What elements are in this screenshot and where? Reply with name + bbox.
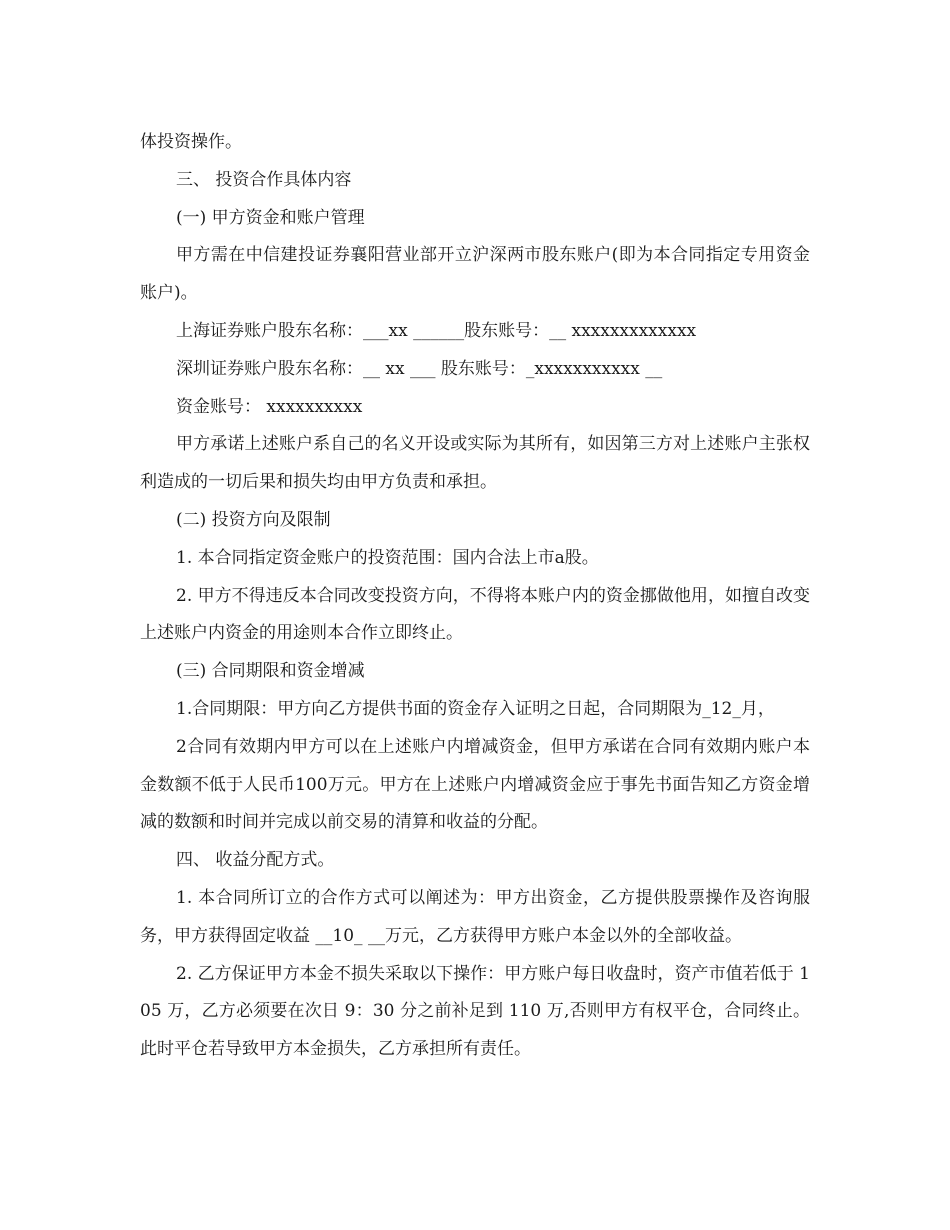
clause-principal-guarantee: 2. 乙方保证甲方本金不损失采取以下操作：甲方账户每日收盘时，资产市值若低于 105 万，乙方必须要在次日 9：30 分之前补足到 110 万,否则甲方有权平仓，合同终止。此时平仓若导致甲方本金损失，乙方承担所有责任。 — [140, 963, 810, 1060]
section-heading-4: 四、 收益分配方式。 — [176, 850, 335, 871]
field-fund-account: 资金账号： xxxxxxxxxx — [176, 396, 363, 417]
document-page — [140, 124, 810, 1069]
field-shenzhen-account: 深圳证券账户股东名称：__ xx ___ 股东账号：_xxxxxxxxxxx __ — [176, 358, 663, 379]
subsection-heading-2: (二) 投资方向及限制 — [176, 509, 331, 530]
paragraph-account-ownership: 甲方承诺上述账户系自己的名义开设或实际为其所有，如因第三方对上述账户主张权利造成的一切后果和损失均由甲方负责和承担。 — [140, 434, 810, 493]
clause-contract-term: 1.合同期限：甲方向乙方提供书面的资金存入证明之日起，合同期限为_12_月， — [176, 698, 775, 719]
field-shanghai-account: 上海证券账户股东名称：___xx ______股东账号：__ xxxxxxxxxxxxx — [176, 320, 697, 341]
subsection-heading-1: (一) 甲方资金和账户管理 — [176, 207, 365, 228]
clause-profit-sharing: 1. 本合同所订立的合作方式可以阐述为：甲方出资金，乙方提供股票操作及咨询服务，甲方获得固定收益 __10_ __万元，乙方获得甲方账户本金以外的全部收益。 — [140, 887, 810, 946]
subsection-heading-3: (三) 合同期限和资金增减 — [176, 661, 365, 682]
clause-investment-scope: 1. 本合同指定资金账户的投资范围：国内合法上市a股。 — [176, 547, 599, 568]
paragraph-account-opening: 甲方需在中信建投证券襄阳营业部开立沪深两市股东账户(即为本合同指定专用资金账户)。 — [140, 245, 810, 304]
paragraph-continuation: 体投资操作。 — [140, 132, 242, 152]
section-heading-3: 三、 投资合作具体内容 — [176, 169, 352, 190]
clause-investment-restriction: 2. 甲方不得违反本合同改变投资方向，不得将本账户内的资金挪做他用，如擅自改变上述账户内资金的用途则本合作立即终止。 — [140, 585, 810, 644]
clause-fund-adjustment: 2合同有效期内甲方可以在上述账户内增减资金，但甲方承诺在合同有效期内账户本金数额不低于人民币100万元。甲方在上述账户内增减资金应于事先书面告知乙方资金增减的数额和时间并完成以前交易的清算和收益的分配。 — [140, 736, 810, 833]
